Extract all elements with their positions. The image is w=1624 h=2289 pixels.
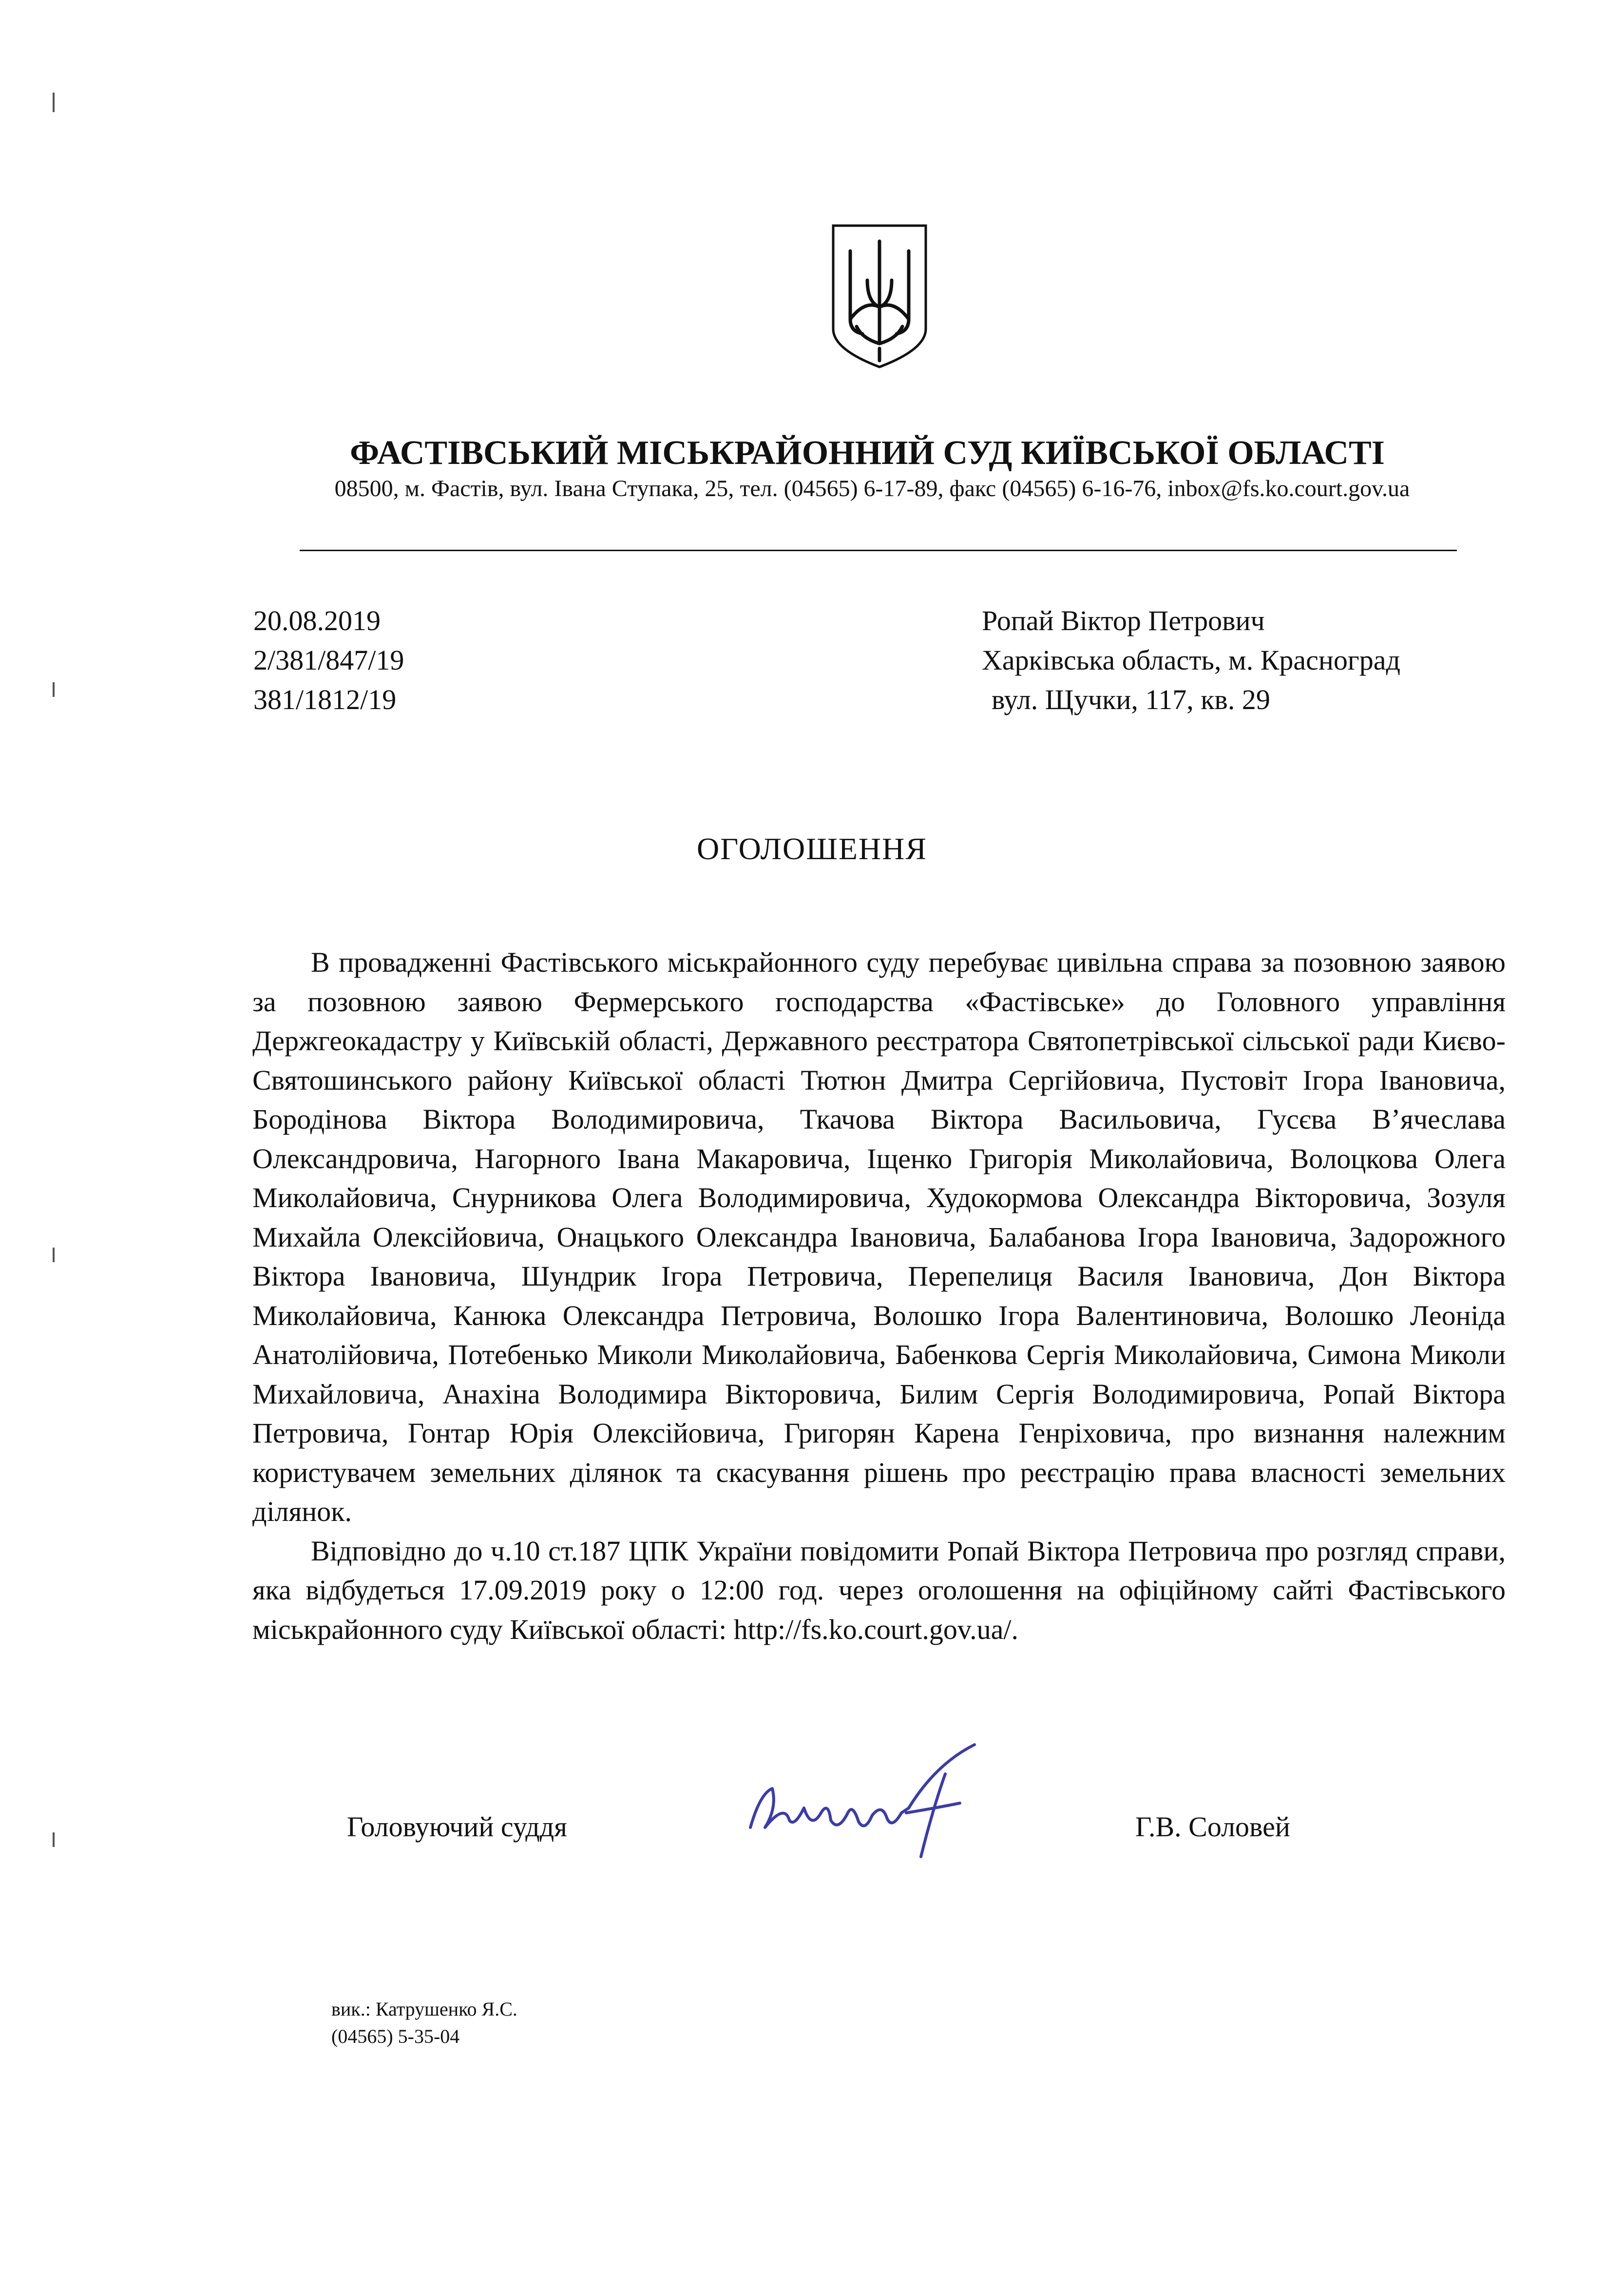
handwritten-signature — [731, 1735, 1004, 1862]
court-address: 08500, м. Фастів, вул. Івана Ступака, 25, тел. (04565) 6-17-89, факс (04565) 6-16-76, inbox@fs.ko.court.gov.ua — [334, 476, 1410, 501]
document-title: ОГОЛОШЕННЯ — [696, 831, 928, 866]
letter-date: 20.08.2019 — [253, 605, 381, 636]
coat-of-arms-icon — [828, 222, 931, 370]
executor-name: вик.: Катрушенко Я.С. — [331, 1998, 517, 2020]
body-paragraph: В провадженні Фастівського міськрайонного суду перебуває цивільна справа за позовною заявою за позовною заявою Фермерського господарства «Фастівське» до Головного управління Держгеокадастру у Київській області, Державного реєстратора Святопетрівської сільської ради Києво-Святошинського району Київської області Тютюн Дмитра Сергійовича, Пустовіт Ігора Івановича, Бородінова Віктора Володимировича, Ткачова Віктора Васильовича, Гусєва В’ячеслава Олександровича, Нагорного Івана Макаровича, Іщенко Григорія Миколайовича, Волоцкова Олега Миколайовича, Снурникова Олега Володимировича, Худокормова Олександра Вікторовича, Зозуля Михайла Олексійовича, Онацького Олександра Івановича, Балабанова Ігора Івановича, Задорожного Віктора Івановича, Шундрик Ігора Петровича, Перепелиця Василя Івановича, Дон Віктора Миколайовича, Канюка Олександра Петровича, Волошко Ігора Валентиновича, Волошко Леоніда Анатолійовича, Потебенько Миколи Миколайовича, Бабенкова Сергія Миколайовича, Симона Миколи Михайловича, Анахіна Володимира Вікторовича, Билим Сергія Володимировича, Ропай Віктора Петровича, Гонтар Юрія Олексійовича, Григорян Карена Генріховича, про визнання належним користувачем земельних ділянок та скасування рішень про реєстрацію права власності земельних ділянок. — [252, 946, 1506, 1527]
court-name: ФАСТІВСЬКИЙ МІСЬКРАЙОННИЙ СУД КИЇВСЬКОЇ ОБЛАСТІ — [350, 434, 1385, 472]
recipient-street: вул. Щучки, 117, кв. 29 — [992, 684, 1270, 715]
judge-name: Г.В. Соловей — [1135, 1811, 1290, 1843]
scan-mark — [53, 682, 55, 697]
recipient-region-city: Харківська область, м. Красноград — [982, 644, 1400, 676]
scan-mark — [53, 93, 55, 112]
scan-mark — [53, 1248, 55, 1262]
outgoing-details — [253, 601, 404, 719]
proceeding-number: 381/1812/19 — [253, 684, 397, 715]
announcement-body — [252, 943, 1506, 1649]
body-paragraph: Відповідно до ч.10 ст.187 ЦПК України повідомити Ропай Віктора Петровича про розгляд справи, яка відбудеться 17.09.2019 року о 12:00 год. через оголошення на офіційному сайті Фастівського міськрайонного суду Київської області: http://fs.ko.court.gov.ua/. — [252, 1535, 1506, 1645]
recipient-name: Ропай Віктор Петрович — [982, 605, 1265, 636]
scan-mark — [53, 1832, 55, 1847]
presiding-judge-label: Головуючий суддя — [347, 1811, 567, 1843]
recipient-block — [982, 601, 1400, 719]
executor-info — [331, 1996, 517, 2050]
executor-phone: (04565) 5-35-04 — [331, 2025, 460, 2047]
header-divider — [300, 550, 1457, 551]
case-number: 2/381/847/19 — [253, 644, 404, 676]
